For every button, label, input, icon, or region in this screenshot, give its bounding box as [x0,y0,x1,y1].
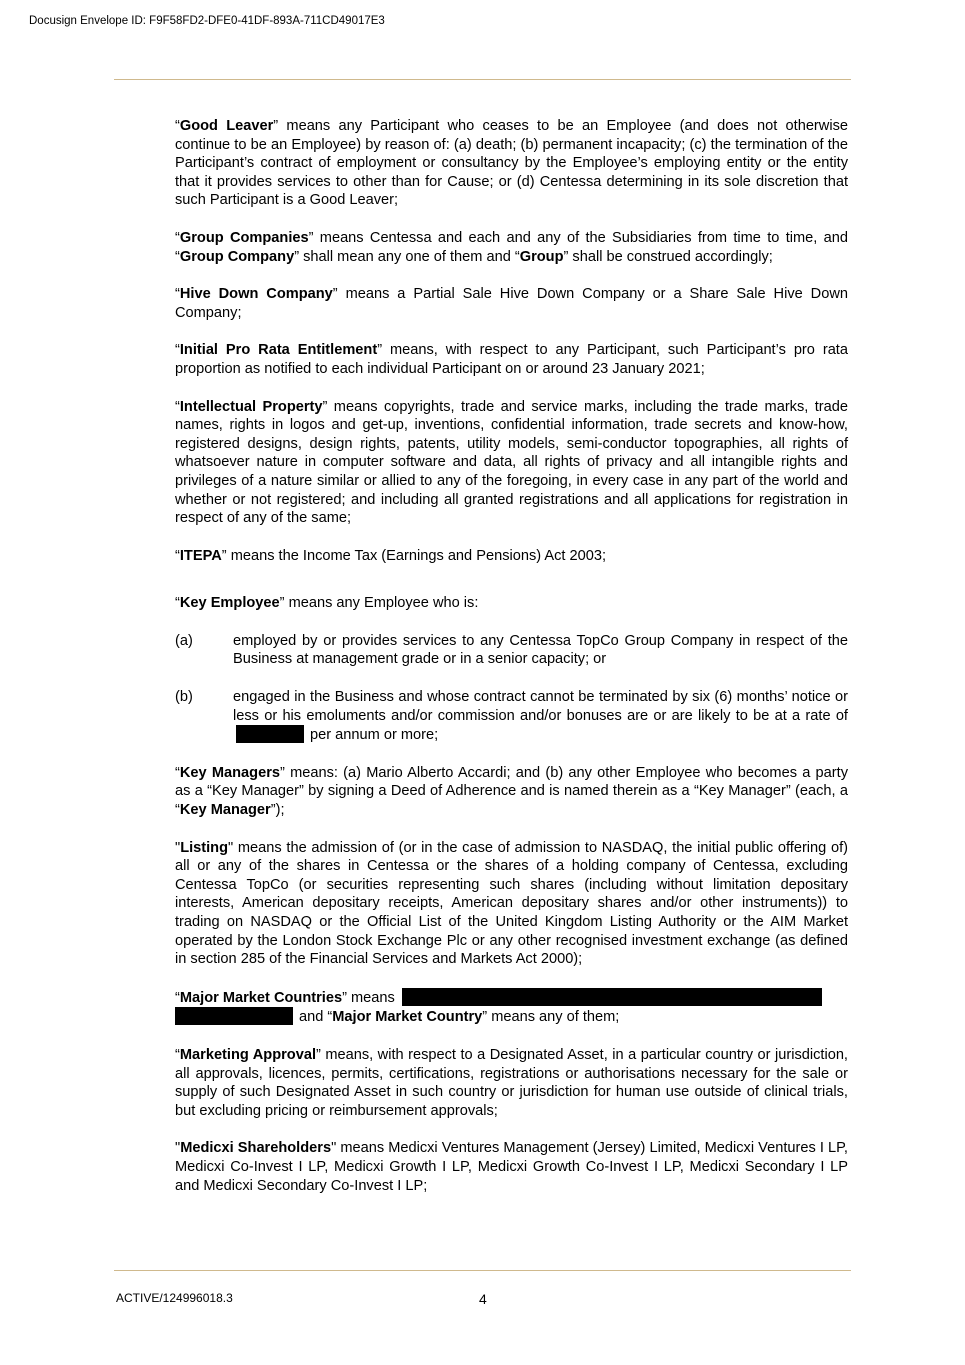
header-rule [114,79,851,80]
list-label: (b) [175,689,193,706]
term: Key Manager [179,802,271,819]
document-body [175,117,848,1214]
envelope-id: Docusign Envelope ID: F9F58FD2-DFE0-41DF-893A-711CD49017E3 [29,15,385,27]
document-reference: ACTIVE/124996018.3 [116,1291,233,1305]
page-number: 4 [479,1291,487,1307]
term: Listing [180,839,229,856]
definition-hive-down-company: “Hive Down Company” means a Partial Sale Hive Down Company or a Share Sale Hive Down Company; [175,286,848,321]
term: Intellectual Property [179,398,323,415]
definition-marketing-approval: “Marketing Approval” means, with respect to a Designated Asset, in a particular country or jurisdiction, all approvals, licences, permits, certifications, registrations or authorisations necessary for the sale or supply of such Designated Asset in such country or jurisdiction for human use outside of clinical trials, but excluding pricing or reimbursement approvals; [175,1046,848,1119]
term: Hive Down Company [179,286,333,303]
definition-major-market-countries: “Major Market Countries” means and “Major Market Country” means any of them; [175,988,848,1027]
definition-intellectual-property: “Intellectual Property” means copyrights, trade and service marks, including the trade marks, trade names, rights in logos and get-up, inventions, confidential information, trade secrets and know-how, registered designs, design rights, patents, utility models, semi-conductor topographies, all rights of whatsoever nature in computer software and data, all rights of privacy and all intangible rights and privileges of a nature similar or allied to any of the foregoing, in every case in any part of the world and whether or not registered; and including all granted registrations and all applications for registration in respect of any of the same; [175,398,848,527]
definition-key-employee: “Key Employee” means any Employee who is: [175,595,479,612]
redaction-block [236,725,304,743]
term: Medicxi Shareholders [180,1140,332,1157]
term: Key Managers [179,764,281,781]
term: Group Companies [179,229,309,246]
term: Key Employee [179,595,280,612]
list-item: (b) engaged in the Business and whose contract cannot be terminated by six (6) months’ notice or less or his emoluments and/or commission and/or bonuses are or are likely to be at a rate ofper annum or more; [175,689,848,744]
term: Group [519,248,564,265]
term: ITEPA [179,547,222,564]
list-label: (a) [175,632,193,649]
term: Good Leaver [179,118,274,134]
term: Initial Pro Rata Entitlement [179,342,378,359]
definition-itepa: “ITEPA” means the Income Tax (Earnings and Pensions) Act 2003; [175,547,607,564]
redaction-block [402,988,822,1006]
list-item: (a) employed by or provides services to any Centessa TopCo Group Company in respect of the Business at management grade or in a senior capacity; or [175,632,848,668]
footer-rule [114,1270,851,1271]
redaction-block [175,1007,293,1025]
term: Major Market Country [332,1009,483,1026]
definition-good-leaver: “Good Leaver” means any Participant who ceases to be an Employee (and does not otherwise continue to be an Employee) by reason of: (a) death; (b) permanent incapacity; (c) the termination of the Participant’s contract of employment or consultancy by the Employee’s employing entity or the entity that it provides services to other than for Cause; or (d) Centessa determining in its sole discretion that such Participant is a Good Leaver; [175,118,848,209]
definition-listing: "Listing" means the admission of (or in the case of admission to NASDAQ, the initial public offering of) all or any of the shares in Centessa or the shares of a holding company of Centessa, excluding Centessa TopCo (or securities representing such shares (including without limitation depositary interests, American depositary receipts, American depositary shares and/or other instruments)) to trading on NASDAQ or the Official List of the United Kingdom Listing Authority or the AIM Market operated by the London Stock Exchange Plc or any other recognised investment exchange (as defined in section 285 of the Financial Services and Markets Act 2000); [175,839,848,968]
term: Major Market Countries [179,989,343,1006]
term: Group Company [179,248,295,265]
definition-group-companies: “Group Companies” means Centessa and each and any of the Subsidiaries from time to time, and “Group Company” shall mean any one of them and “Group” shall be construed accordingly; [175,229,848,265]
term: Marketing Approval [179,1046,316,1063]
definition-initial-pro-rata-entitlement: “Initial Pro Rata Entitlement” means, with respect to any Participant, such Participant’s pro rata proportion as notified to each individual Participant on or around 23 January 2021; [175,342,848,377]
definition-medicxi-shareholders: "Medicxi Shareholders" means Medicxi Ventures Management (Jersey) Limited, Medicxi Ventures I LP, Medicxi Co-Invest I LP, Medicxi Growth I LP, Medicxi Growth Co-Invest I LP, Medicxi Secondary I LP and Medicxi Secondary Co-Invest I LP; [175,1140,848,1194]
definition-key-managers: “Key Managers” means: (a) Mario Alberto Accardi; and (b) any other Employee who becomes a party as a “Key Manager” by signing a Deed of Adherence and is named therein as a “Key Manager” (each, a “Key Manager”); [175,764,848,819]
